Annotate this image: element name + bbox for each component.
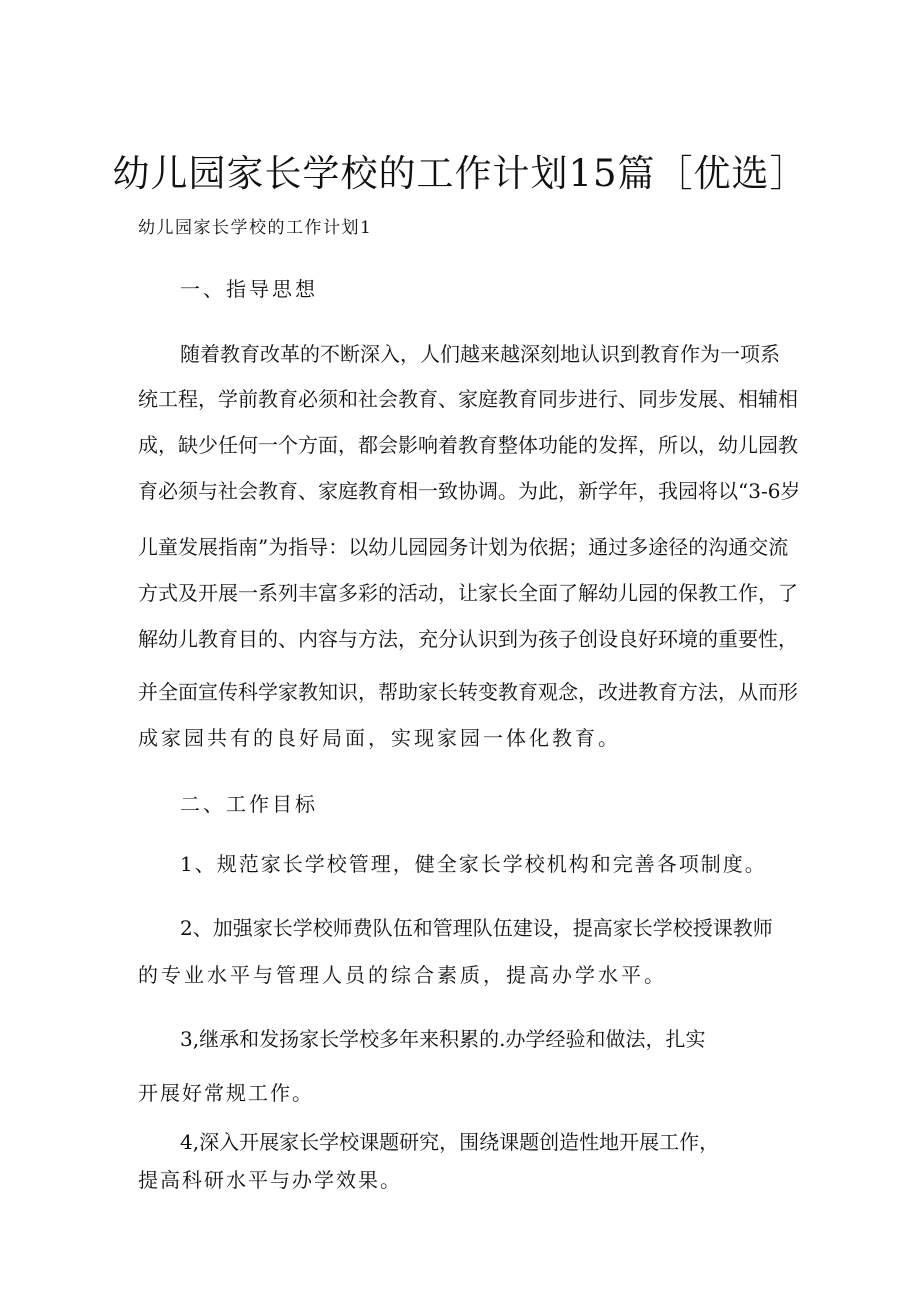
section-heading-work-goals: 二、工作目标 bbox=[180, 792, 318, 816]
paragraph-line: 并全面宣传科学家教知识，帮助家长转变教育观念，改进教育方法，从而形 bbox=[138, 680, 798, 704]
goal-item-2-line2: 的专业水平与管理人员的综合素质，提高办学水平。 bbox=[138, 963, 667, 987]
goal-item-2-line1: 2、加强家长学校师费队伍和管理队伍建设，提高家长学校授课教师 bbox=[180, 916, 773, 940]
section-heading-guiding-ideology: 一、指导思想 bbox=[180, 277, 318, 301]
goal-item-3-line2: 开展好常规工作。 bbox=[138, 1081, 314, 1105]
goal-item-3-line1: 3,继承和发扬家长学校多年来积累的.办学经验和做法，扎实 bbox=[180, 1027, 706, 1051]
goal-item-4-line1: 4,深入开展家长学校课题研究，围绕课题创造性地开展工作， bbox=[180, 1130, 720, 1154]
goal-item-1: 1、规范家长学校管理，健全家长学校机构和完善各项制度。 bbox=[180, 852, 767, 876]
page-title: 幼儿园家长学校的工作计划15篇［优选］ bbox=[112, 152, 808, 195]
paragraph-line: 方式及开展一系列丰富多彩的活动，让家长全面了解幼儿园的保教工作，了 bbox=[138, 581, 798, 605]
paragraph-line: 统工程，学前教育必须和社会教育、家庭教育同步进行、同步发展、相辅相 bbox=[138, 387, 798, 411]
paragraph-line: 解幼儿教育目的、内容与方法，充分认识到为孩子创设良好环境的重要性， bbox=[138, 627, 798, 651]
paragraph-line: 成家园共有的良好局面，实现家园一体化教育。 bbox=[138, 726, 621, 750]
subtitle: 幼儿园家长学校的工作计划1 bbox=[138, 218, 373, 238]
paragraph-line: 儿童发展指南”为指导：以幼儿园园务计划为依据；通过多途径的沟通交流 bbox=[138, 535, 789, 559]
paragraph-line: 成，缺少任何一个方面，都会影响着教育整体功能的发挥，所以，幼儿园教 bbox=[138, 433, 798, 457]
paragraph-line: 育必须与社会教育、家庭教育相一致协调。为此，新学年，我园将以“3-6岁 bbox=[138, 479, 801, 503]
paragraph-line: 随着教育改革的不断深入，人们越来越深刻地认识到教育作为一项系 bbox=[180, 342, 780, 366]
goal-item-4-line2: 提高科研水平与办学效果。 bbox=[138, 1168, 402, 1192]
